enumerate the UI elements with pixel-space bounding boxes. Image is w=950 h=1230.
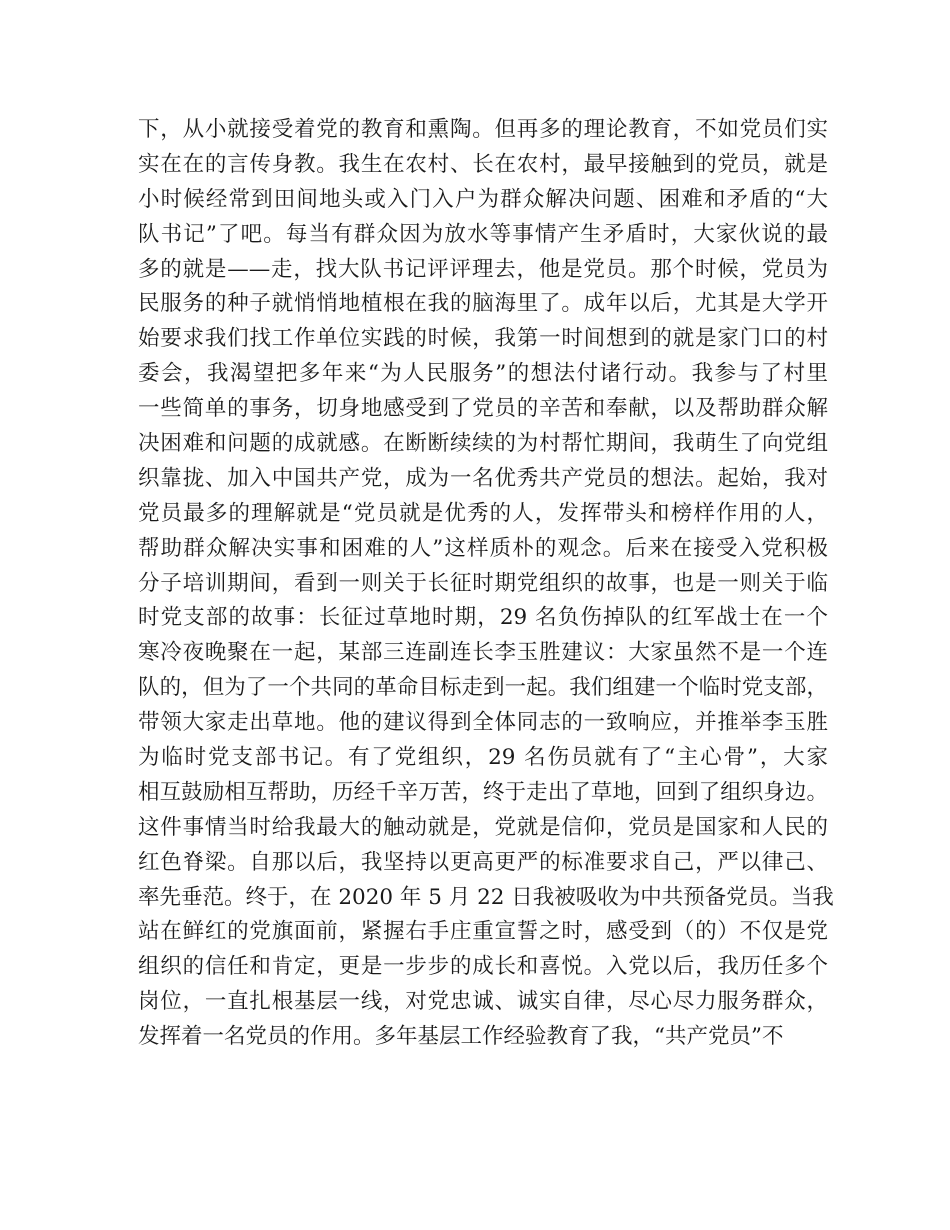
text-line: 一些简单的事务，切身地感受到了党员的辛苦和奉献，以及帮助群众解 — [138, 396, 828, 422]
text-line: 组织的信任和肯定，更是一步步的成长和喜悦。入党以后，我历任多个 — [138, 954, 828, 980]
text-line: 带领大家走出草地。他的建议得到全体同志的一致响应，并推举李玉胜 — [138, 710, 828, 736]
text-line: 决困难和问题的成就感。在断断续续的为村帮忙期间，我萌生了向党组 — [138, 431, 828, 457]
text-line: 相互鼓励相互帮助，历经千辛万苦，终于走出了草地，回到了组织身边。 — [138, 779, 828, 805]
text-line: 队的，但为了一个共同的革命目标走到一起。我们组建一个临时党支部， — [138, 675, 828, 701]
text-line: 岗位，一直扎根基层一线，对党忠诚、诚实自律，尽心尽力服务群众， — [138, 989, 828, 1015]
text-line: 党员最多的理解就是“党员就是优秀的人，发挥带头和榜样作用的人， — [138, 500, 828, 526]
text-line: 实在在的言传身教。我生在农村、长在农村，最早接触到的党员，就是 — [138, 151, 828, 177]
text-line: 红色脊梁。自那以后，我坚持以更高更严的标准要求自己，严以律己、 — [138, 849, 828, 875]
body-text — [138, 113, 834, 1055]
text-line: 站在鲜红的党旗面前，紧握右手庄重宣誓之时，感受到（的）不仅是党 — [138, 919, 828, 945]
text-line: 委会，我渴望把多年来“为人民服务”的想法付诸行动。我参与了村里 — [138, 361, 828, 387]
text-line: 发挥着一名党员的作用。多年基层工作经验教育了我，“共产党员”不 — [138, 1024, 784, 1050]
text-line: 寒冷夜晚聚在一起，某部三连副连长李玉胜建议：大家虽然不是一个连 — [138, 640, 828, 666]
text-line: 率先垂范。终于，在 2020 年 5 月 22 日我被吸收为中共预备党员。当我 — [138, 884, 834, 910]
text-line: 时党支部的故事：长征过草地时期，29 名负伤掉队的红军战士在一个 — [138, 605, 828, 631]
text-line: 多的就是——走，找大队书记评评理去，他是党员。那个时候，党员为 — [138, 256, 828, 282]
text-line: 分子培训期间，看到一则关于长征时期党组织的故事，也是一则关于临 — [138, 570, 828, 596]
text-line: 为临时党支部书记。有了党组织，29 名伤员就有了“主心骨”，大家 — [138, 745, 828, 771]
text-line: 始要求我们找工作单位实践的时候，我第一时间想到的就是家门口的村 — [138, 326, 828, 352]
text-line: 下，从小就接受着党的教育和熏陶。但再多的理论教育，不如党员们实 — [138, 117, 828, 142]
text-line: 队书记”了吧。每当有群众因为放水等事情产生矛盾时，大家伙说的最 — [138, 221, 828, 247]
text-line: 小时候经常到田间地头或入门入户为群众解决问题、困难和矛盾的“大 — [138, 186, 828, 212]
text-line: 民服务的种子就悄悄地植根在我的脑海里了。成年以后，尤其是大学开 — [138, 291, 828, 317]
text-line: 帮助群众解决实事和困难的人”这样质朴的观念。后来在接受入党积极 — [138, 535, 828, 561]
text-line: 这件事情当时给我最大的触动就是，党就是信仰，党员是国家和人民的 — [138, 814, 828, 840]
text-line: 织靠拢、加入中国共产党，成为一名优秀共产党员的想法。起始，我对 — [138, 465, 828, 491]
